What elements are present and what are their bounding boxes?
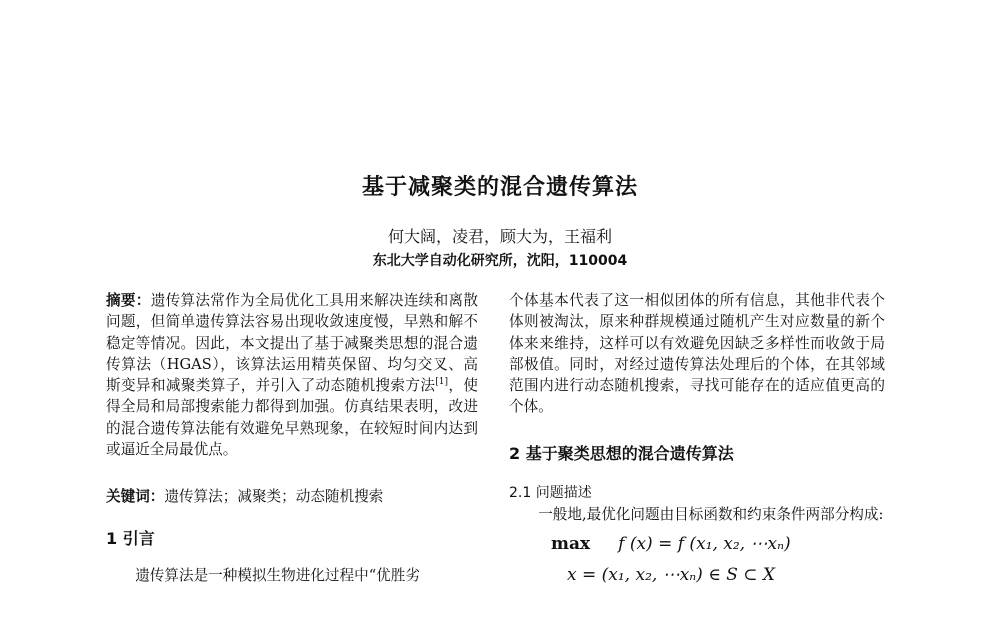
keywords [106,486,478,507]
max-operator: max [551,533,591,554]
paper-title: 基于减聚类的混合遗传算法 [361,175,638,200]
right-column [509,290,885,586]
constraint-equation: x = (x₁, x₂, ⋯xₙ) ∈ S ⊂ X [567,564,775,585]
abstract [106,290,478,460]
section-1-first-line: 遗传算法是一种模拟生物进化过程中“优胜劣 [135,566,420,584]
author-list: 何大阔，凌君，顾大为，王福利 [387,227,612,246]
keywords-label: 关键词： [106,488,165,506]
abstract-text: 遗传算法常作为全局优化工具用来解决连续和离散问题，但简单遗传算法容易出现收敛速度慢，早熟和解不稳定等情况。因此，本文提出了基于减聚类思想的混合遗传算法（HGAS），该算法运用精英保留、均匀交叉、高斯变异和减聚类算子，并引入了动态随机搜索方法 [106,292,478,395]
objective-equation [551,534,885,555]
abstract-label: 摘要： [106,292,151,309]
continuation-paragraph: 个体基本代表了这一相似团体的所有信息，其他非代表个体则被淘汰，原来种群规模通过随机产生对应数量的新个体来来维持，这样可以有效避免因缺乏多样性而收敛于局部极值。同时，对经过遗传算法处理后的个体，在其邻域范围内进行动态随机搜索，寻找可能存在的适应值更高的个体。 [509,292,885,416]
problem-description-paragraph: 一般地,最优化问题由目标函数和约束条件两部分构成: [538,506,884,524]
affiliation: 东北大学自动化研究所，沈阳，110004 [372,253,628,269]
left-column [106,290,478,586]
keywords-text: 遗传算法；减聚类；动态随机搜索 [164,488,384,506]
section-1-heading: 1 引言 [106,528,155,548]
abstract-text-after: ，使得全局和局部搜索能力都得到加强。仿真结果表明，改进的混合遗传算法能有效避免早熟现象，在较短时间内达到或逼近全局最优点。 [106,377,478,459]
subsection-2-1-heading: 2.1 问题描述 [509,485,592,502]
objective-formula: f (x) = f (x₁, x₂, ⋯xₙ) [618,533,791,554]
section-2-heading: 2 基于聚类思想的混合遗传算法 [509,443,734,463]
citation-ref: [1] [435,377,449,388]
